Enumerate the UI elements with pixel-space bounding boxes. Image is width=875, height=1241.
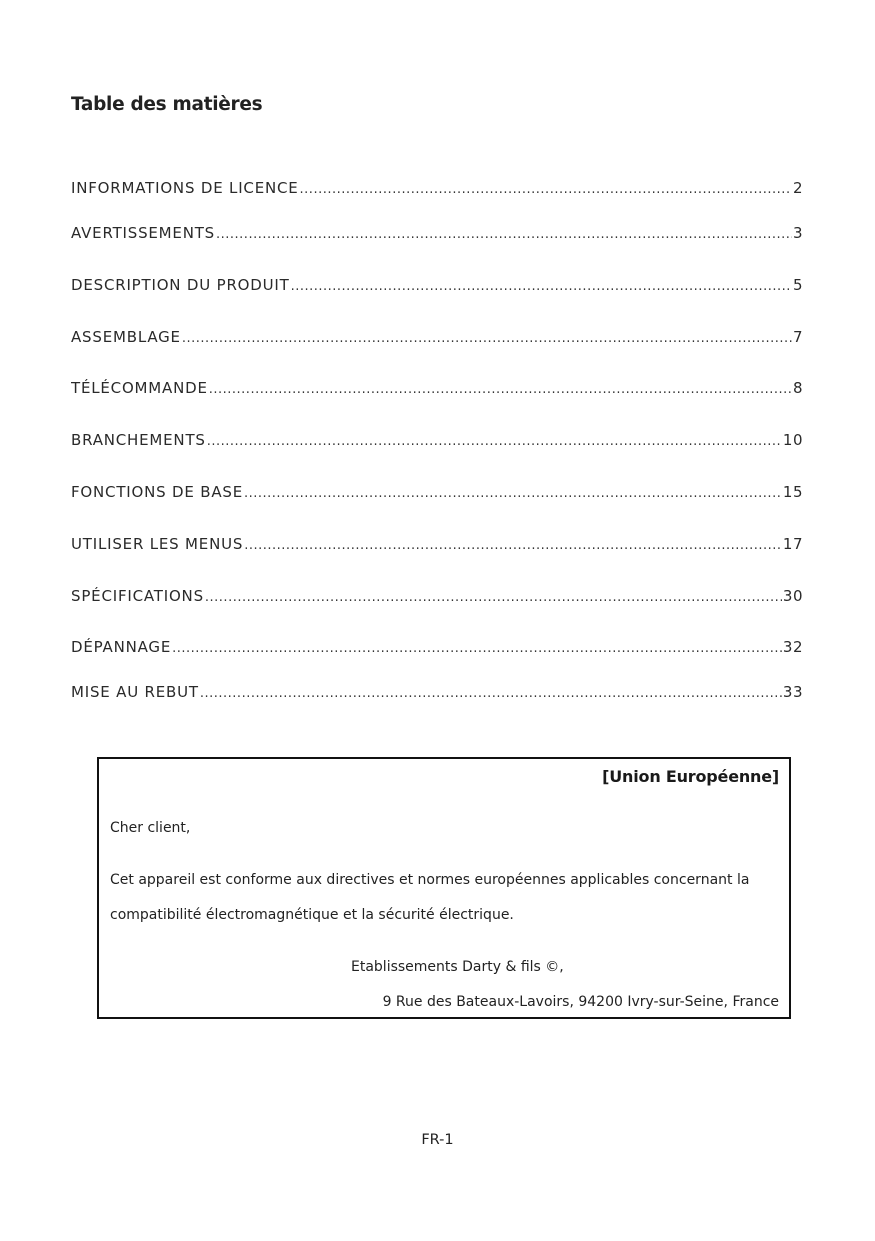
toc-leader-dots	[200, 686, 782, 701]
toc-entry-connections[interactable]	[71, 431, 803, 451]
toc-entry-assembly[interactable]	[71, 328, 803, 348]
toc-entry-page: 3	[792, 224, 803, 242]
toc-entry-page: 32	[782, 638, 803, 656]
toc-entry-page: 10	[782, 431, 803, 449]
toc-entry-label: MISE AU REBUT	[71, 683, 199, 701]
toc-entry-licence[interactable]	[71, 179, 803, 199]
notice-address: 9 Rue des Bateaux-Lavoirs, 94200 Ivry-sur-Seine, France	[382, 994, 779, 1010]
toc-entry-label: SPÉCIFICATIONS	[71, 587, 204, 605]
toc-entry-basic-functions[interactable]	[71, 483, 803, 503]
notice-region: [Union Européenne]	[602, 767, 779, 786]
toc-leader-dots	[244, 486, 782, 501]
toc-entry-page: 33	[782, 683, 803, 701]
toc-entry-product-description[interactable]	[71, 276, 803, 296]
toc-entry-page: 2	[792, 179, 803, 197]
toc-entry-label: TÉLÉCOMMANDE	[71, 379, 208, 397]
toc-entry-label: BRANCHEMENTS	[71, 431, 206, 449]
toc-leader-dots	[207, 434, 782, 449]
toc-entry-label: DESCRIPTION DU PRODUIT	[71, 276, 290, 294]
page-title: Table des matières	[71, 94, 263, 115]
toc-leader-dots	[172, 641, 782, 656]
toc-entry-page: 8	[792, 379, 803, 397]
toc-leader-dots	[209, 382, 792, 397]
toc-entry-page: 17	[782, 535, 803, 553]
toc-entry-page: 5	[792, 276, 803, 294]
toc-entry-label: UTILISER LES MENUS	[71, 535, 244, 553]
toc-entry-label: ASSEMBLAGE	[71, 328, 181, 346]
notice-company: Etablissements Darty & fils ©,	[351, 959, 564, 975]
eu-conformity-notice	[97, 757, 791, 1019]
toc-leader-dots	[216, 227, 792, 242]
notice-greeting: Cher client,	[110, 820, 191, 836]
notice-body-line-2: compatibilité électromagnétique et la sécurité électrique.	[110, 907, 514, 923]
toc-entry-warnings[interactable]	[71, 224, 803, 244]
page-number: FR-1	[421, 1132, 454, 1148]
toc-entry-page: 15	[782, 483, 803, 501]
toc-entry-page: 7	[792, 328, 803, 346]
toc-entry-troubleshooting[interactable]	[71, 638, 803, 658]
toc-leader-dots	[300, 182, 792, 197]
toc-entry-label: AVERTISSEMENTS	[71, 224, 216, 242]
toc-entry-label: DÉPANNAGE	[71, 638, 172, 656]
toc-entry-remote[interactable]	[71, 379, 803, 399]
toc-leader-dots	[244, 538, 782, 553]
notice-body-line-1: Cet appareil est conforme aux directives et normes européennes applicables concernant la	[110, 872, 750, 888]
toc-entry-specifications[interactable]	[71, 587, 803, 607]
toc-entry-menus[interactable]	[71, 535, 803, 555]
toc-leader-dots	[205, 590, 782, 605]
toc-entry-disposal[interactable]	[71, 683, 803, 703]
toc-entry-label: FONCTIONS DE BASE	[71, 483, 243, 501]
toc-leader-dots	[182, 331, 792, 346]
toc-entry-page: 30	[782, 587, 803, 605]
toc-leader-dots	[291, 279, 792, 294]
toc-entry-label: INFORMATIONS DE LICENCE	[71, 179, 299, 197]
